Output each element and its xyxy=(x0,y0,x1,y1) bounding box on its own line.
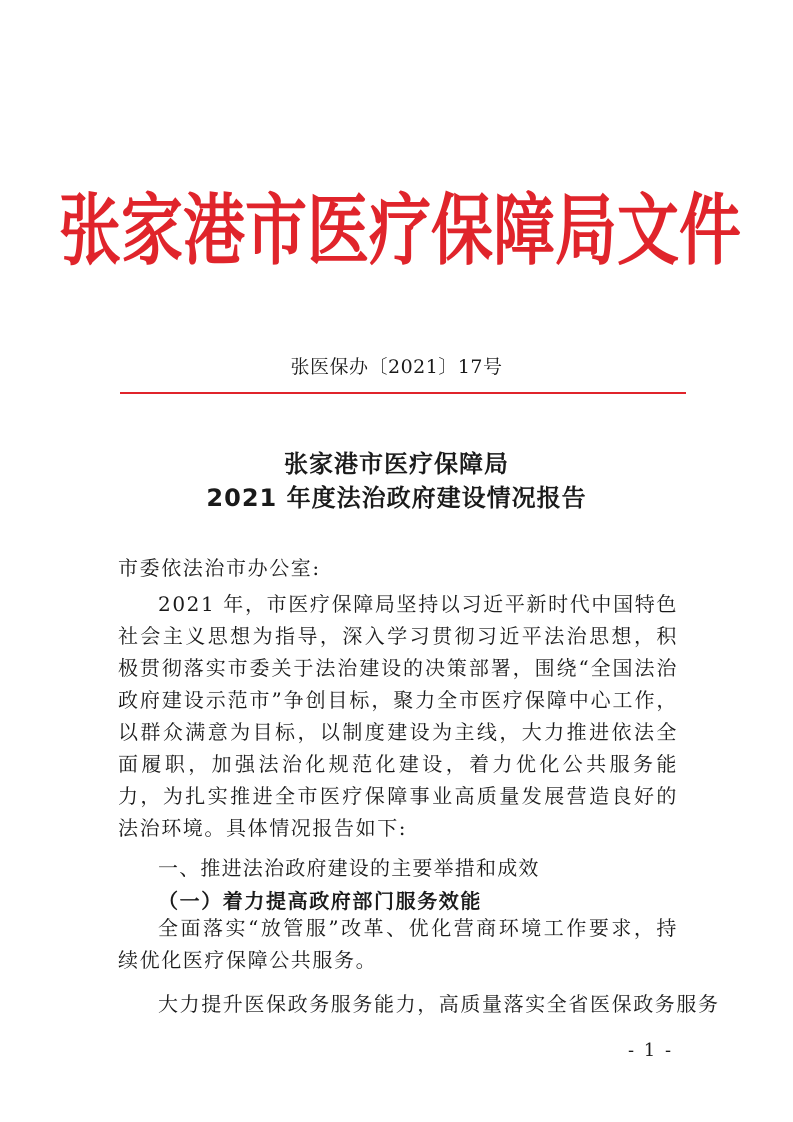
addressee: 市委依法治市办公室: xyxy=(118,556,321,580)
red-divider-line xyxy=(120,392,686,394)
issuer-header: 张家港市医疗保障局文件 xyxy=(59,183,742,275)
report-title-line1: 张家港市医疗保障局 xyxy=(284,450,509,478)
section-heading-1: 一、推进法治政府建设的主要举措和成效 xyxy=(158,856,540,880)
report-title-line2: 2021 年度法治政府建设情况报告 xyxy=(206,484,587,512)
page-number: - 1 - xyxy=(628,1040,674,1061)
paragraph-reform: 全面落实“放管服”改革、优化营商环境工作要求，持续优化医疗保障公共服务。 xyxy=(118,916,678,972)
document-number: 张医保办〔2021〕17号 xyxy=(290,356,503,378)
subsection-heading-1: （一）着力提高政府部门服务效能 xyxy=(158,889,482,913)
paragraph-service: 大力提升医保政务服务能力，高质量落实全省医保政务服务 xyxy=(158,992,720,1016)
paragraph-intro: 2021 年，市医疗保障局坚持以习近平新时代中国特色社会主义思想为指导，深入学习贯彻习近平法治思想，积极贯彻落实市委关于法治建设的决策部署，围绕“全国法治政府建设示范市”争创目标，聚力全市医疗保障中心工作，以群众满意为目标，以制度建设为主线，大力推进依法全面履职，加强法治化规范化建设，着力优化公共服务能力，为扎实推进全市医疗保障事业高质量发展营造良好的法治环境。具体情况报告如下: xyxy=(118,592,678,840)
